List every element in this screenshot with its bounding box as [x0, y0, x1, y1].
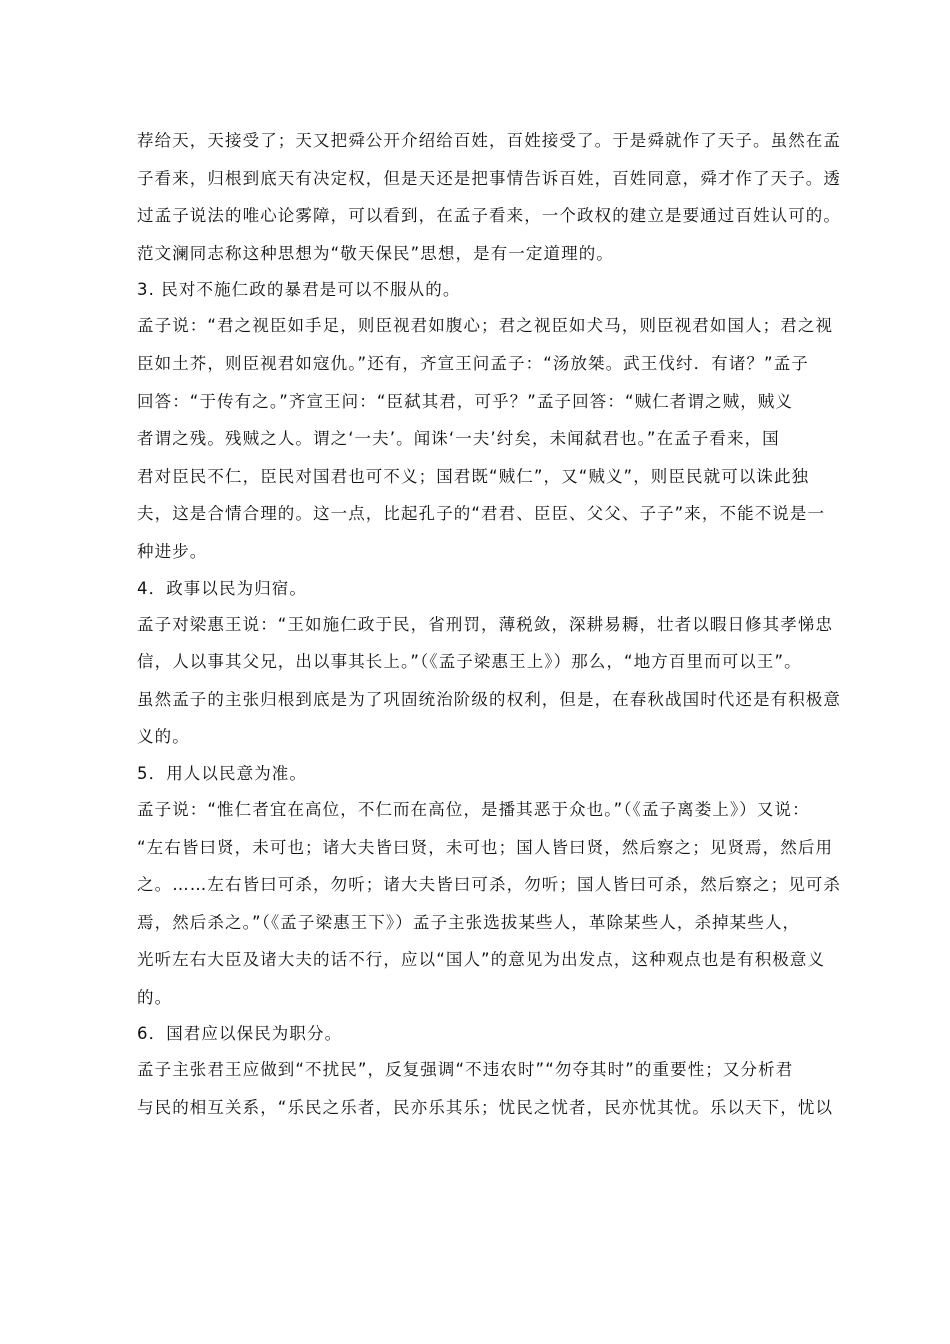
text-line: 臣如土芥，则臣视君如寇仇。”还有，齐宣王问孟子：“汤放桀。武王伐纣．有诸？”孟子: [137, 353, 809, 373]
text-line: 孟子对梁惠王说：“王如施仁政于民，省刑罚，薄税敛，深耕易耨，壮者以暇日修其孝悌忠: [137, 614, 834, 634]
text-line: 子看来，归根到底天有决定权，但是天还是把事情告诉百姓，百姓同意，舜才作了天子。透: [137, 168, 841, 188]
section-heading: 4．政事以民为归宿。: [137, 578, 307, 598]
section-heading: 3. 民对不施仁政的暴君是可以不服从的。: [137, 280, 461, 300]
section-heading: 6．国君应以保民为职分。: [137, 1024, 343, 1044]
document-body: [137, 122, 841, 1127]
text-line: “左右皆曰贤，未可也；诸大夫皆曰贤，未可也；国人皆曰贤，然后察之；见贤焉，然后用: [137, 837, 834, 857]
section-heading: 5．用人以民意为准。: [137, 763, 307, 783]
text-line: 义的。: [137, 727, 190, 747]
text-line: 的。: [137, 987, 173, 1007]
text-line: 者谓之残。残贼之人。谓之‘一夫’。闻诛‘一夫’纣矣，未闻弑君也。”在孟子看来，国: [137, 429, 780, 449]
text-line: 回答：“于传有之。”齐宣王问：“臣弑其君，可乎？”孟子回答：“贼仁者谓之贼，贼义: [137, 391, 793, 411]
text-line: 之。……左右皆曰可杀，勿听；诸大夫皆曰可杀，勿听；国人皆曰可杀，然后察之；见可杀: [137, 875, 841, 895]
text-line: 荐给天，天接受了；天又把舜公开介绍给百姓，百姓接受了。于是舜就作了天子。虽然在孟: [137, 131, 841, 150]
text-line: 君对臣民不仁，臣民对国君也可不义；国君既“贼仁”，又“贼义”，则臣民就可以诛此独: [137, 466, 810, 486]
text-line: 种进步。: [137, 541, 208, 561]
text-line: 与民的相互关系，“乐民之乐者，民亦乐其乐；忧民之忧者，民亦忧其忧。乐以天下，忧以: [137, 1098, 834, 1118]
text-line: 光听左右大臣及诸大夫的话不行，应以“国人”的意见为出发点，这种观点也是有积极意义: [137, 950, 826, 970]
text-line: 夫，这是合情合理的。这一点，比起孔子的“君君、臣臣、父父、子子”来，不能不说是一: [137, 504, 826, 524]
text-line: 范文澜同志称这种思想为“敬天保民”思想，是有一定道理的。: [137, 243, 614, 263]
text-line: 焉，然后杀之。”（《孟子梁惠王下》）孟子主张选拔某些人，革除某些人，杀掉某些人，: [137, 912, 801, 932]
text-line: 孟子主张君王应做到“不扰民”，反复强调“不违农时”“勿夺其时”的重要性；又分析君: [137, 1060, 794, 1080]
text-line: 信，人以事其父兄，出以事其长上。”（《孟子梁惠王上》）那么，“地方百里而可以王”。: [137, 652, 802, 672]
text-line: 孟子说：“君之视臣如手足，则臣视君如腹心；君之视臣如犬马，则臣视君如国人；君之视: [137, 316, 834, 336]
text-line: 孟子说：“惟仁者宜在高位，不仁而在高位，是播其恶于众也。”（《孟子离娄上》）又说：: [137, 799, 810, 819]
text-line: 过孟子说法的唯心论雾障，可以看到，在孟子看来，一个政权的建立是要通过百姓认可的。: [137, 206, 841, 226]
text-line: 虽然孟子的主张归根到底是为了巩固统治阶级的权利，但是，在春秋战国时代还是有积极意: [137, 689, 841, 709]
